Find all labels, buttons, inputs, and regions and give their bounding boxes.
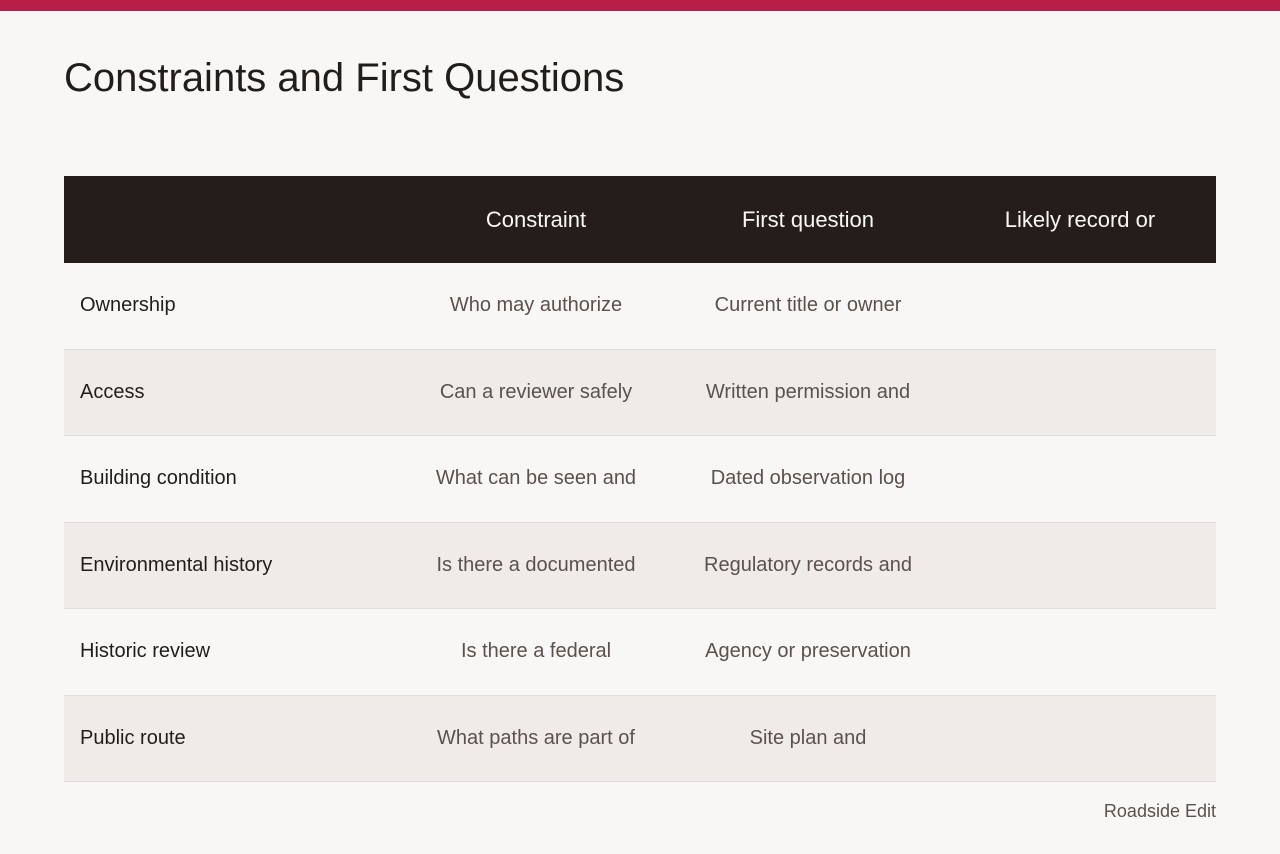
table-row [64, 436, 1216, 523]
row-label: Access [80, 380, 145, 403]
constraint-cell: What paths are part of [437, 726, 635, 749]
accent-bar [0, 0, 1280, 11]
row-label: Historic review [80, 640, 211, 663]
constraint-cell: Can a reviewer safely [439, 380, 633, 403]
first-question-cell: Regulatory records and [704, 553, 912, 576]
first-question-cell: Written permission and [705, 380, 911, 403]
page-title: Constraints and First Questions [64, 56, 625, 100]
first-question-cell: Dated observation log [710, 467, 906, 490]
table-row [64, 350, 1216, 437]
column-header-likely-record: Likely record or [1004, 206, 1156, 232]
table-row [64, 263, 1216, 350]
constraint-cell: Is there a federal [460, 640, 612, 663]
table-row [64, 523, 1216, 610]
constraints-table [64, 176, 1216, 782]
brand-label: Roadside Edit [1103, 801, 1216, 821]
table-row [64, 696, 1216, 783]
constraint-cell: What can be seen and [435, 467, 637, 490]
constraint-cell: Who may authorize [449, 294, 623, 317]
row-label: Environmental history [80, 553, 273, 576]
first-question-cell: Agency or preservation [705, 640, 911, 663]
table-row [64, 609, 1216, 696]
row-label: Public route [80, 726, 186, 749]
row-label: Ownership [80, 294, 176, 317]
constraint-cell: Is there a documented [436, 553, 636, 576]
first-question-cell: Site plan and [749, 726, 867, 749]
row-label: Building condition [80, 467, 237, 490]
column-header-first-question: First question [741, 206, 875, 232]
first-question-cell: Current title or owner [714, 294, 902, 317]
table-header [64, 176, 1216, 263]
column-header-constraint: Constraint [485, 206, 587, 232]
